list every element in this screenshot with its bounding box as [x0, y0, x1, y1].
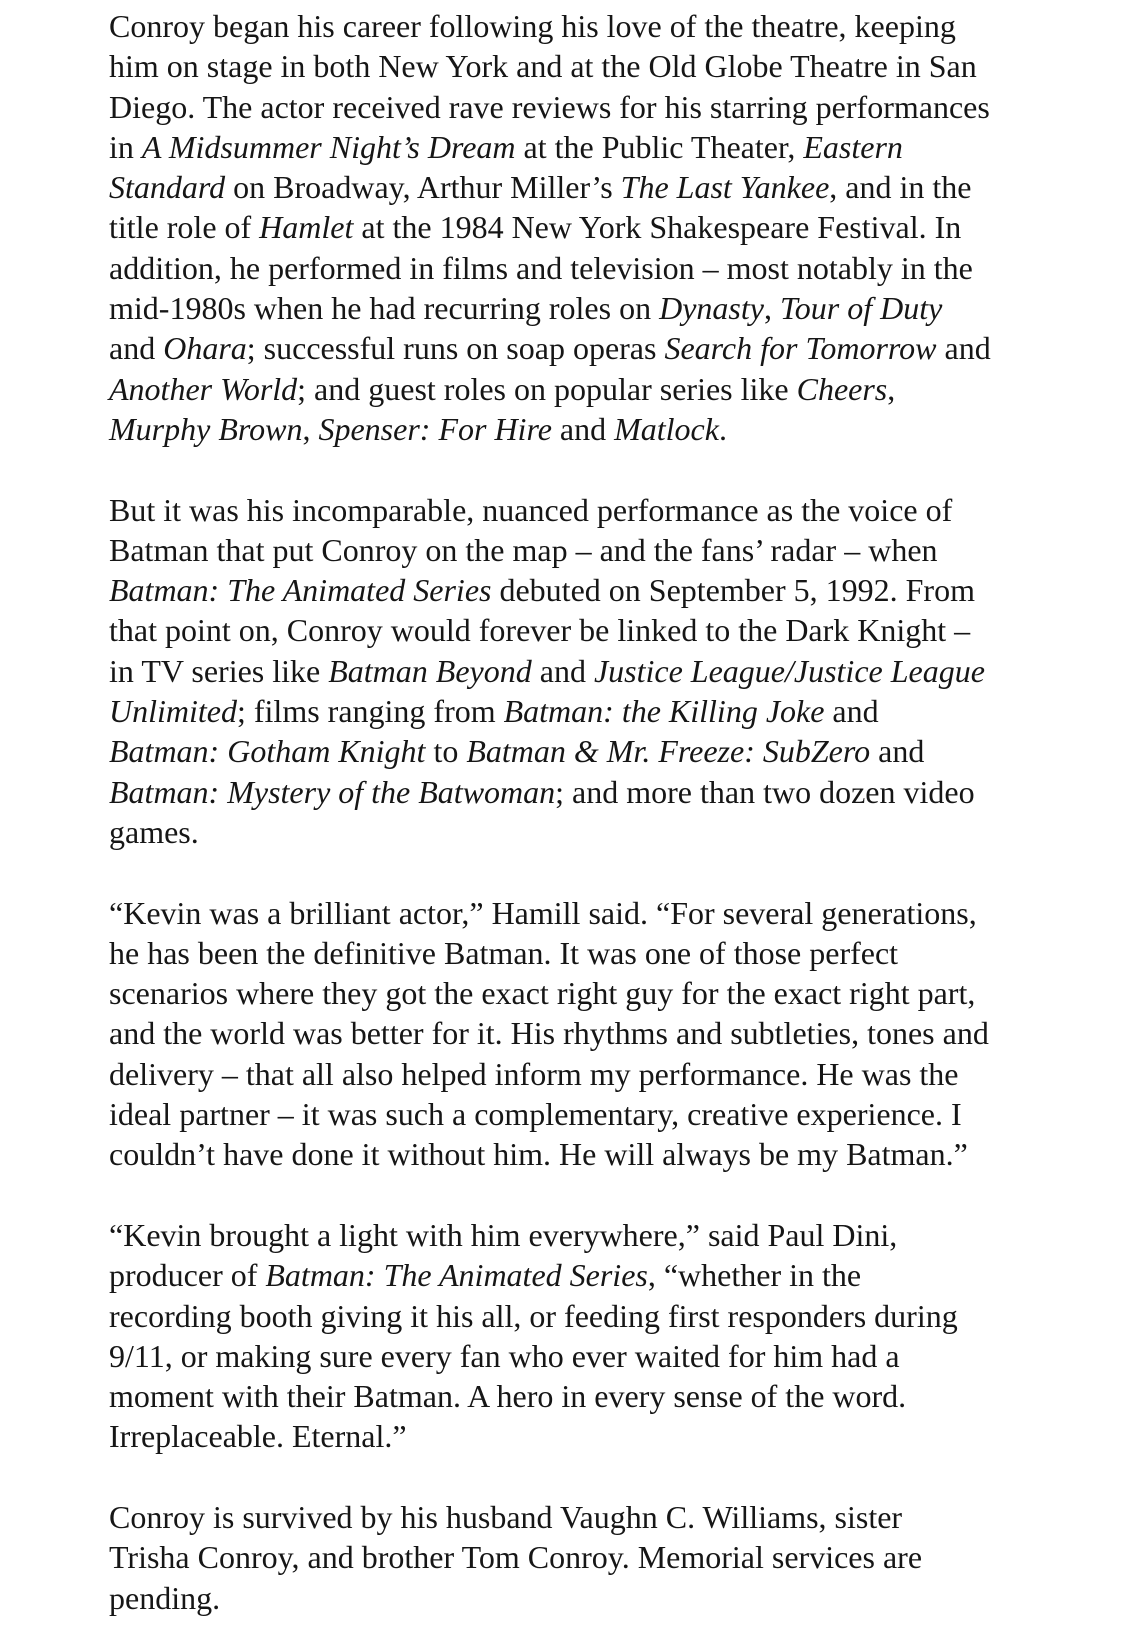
- italic-title: Batman: the Killing Joke: [503, 693, 825, 730]
- text-line: [109, 1376, 1084, 1416]
- text-run: producer of: [109, 1257, 266, 1294]
- text-run: couldn’t have done it without him. He will always be my Batman.”: [109, 1136, 968, 1173]
- text-run: games.: [109, 813, 199, 850]
- italic-title: Ohara: [163, 330, 247, 367]
- italic-title: A Midsummer Night’s Dream: [141, 128, 516, 165]
- text-run: ; successful runs on soap operas: [246, 330, 665, 367]
- text-line: [109, 1497, 1084, 1537]
- text-run: mid-1980s when he had recurring roles on: [109, 290, 660, 327]
- italic-title: Spenser: For Hire: [318, 410, 552, 447]
- text-run: and: [936, 330, 991, 367]
- text-run: ; and guest roles on popular series like: [297, 370, 797, 407]
- text-line: [109, 812, 1084, 852]
- text-line: [109, 1094, 1084, 1134]
- text-line: [109, 1537, 1084, 1577]
- text-line: [109, 1054, 1084, 1094]
- text-run: Trisha Conroy, and brother Tom Conroy. Memorial services are: [109, 1539, 923, 1576]
- article-body: [109, 6, 1084, 1618]
- italic-title: Dynasty: [659, 290, 764, 327]
- text-line: [109, 1416, 1084, 1456]
- text-line: [109, 731, 1084, 771]
- italic-title: Eastern: [803, 128, 903, 165]
- italic-title: Search for Tomorrow: [664, 330, 937, 367]
- italic-title: Batman: Mystery of the Batwoman: [109, 773, 556, 810]
- italic-title: Standard: [109, 169, 226, 206]
- text-line: [109, 87, 1084, 127]
- italic-title: Justice League/Justice League: [593, 652, 985, 689]
- text-line: [109, 1578, 1084, 1618]
- text-run: and: [551, 410, 615, 447]
- text-run: “Kevin was a brilliant actor,” Hamill said. “For several generations,: [109, 894, 977, 931]
- text-run: ,: [763, 290, 780, 327]
- text-run: scenarios where they got the exact right guy for the exact right part,: [109, 975, 976, 1012]
- paragraph: [109, 893, 1084, 1175]
- text-line: [109, 490, 1084, 530]
- text-line: [109, 610, 1084, 650]
- italic-title: Batman: Gotham Knight: [109, 733, 426, 770]
- text-line: [109, 570, 1084, 610]
- text-run: .: [718, 410, 727, 447]
- text-run: in TV series like: [109, 652, 329, 689]
- text-line: [109, 248, 1084, 288]
- italic-title: The Last Yankee: [620, 169, 830, 206]
- text-line: [109, 651, 1084, 691]
- text-run: and the world was better for it. His rhythms and subtleties, tones and: [109, 1015, 989, 1052]
- text-line: [109, 1336, 1084, 1376]
- italic-title: Matlock: [614, 410, 719, 447]
- text-line: [109, 772, 1084, 812]
- text-run: , and in the: [829, 169, 972, 206]
- italic-title: Murphy Brown: [109, 410, 303, 447]
- text-run: Conroy began his career following his love of the theatre, keeping: [109, 8, 956, 44]
- italic-title: Batman: The Animated Series: [109, 572, 492, 609]
- text-line: [109, 933, 1084, 973]
- text-run: Irreplaceable. Eternal.”: [109, 1418, 407, 1455]
- text-run: debuted on September 5, 1992. From: [491, 572, 975, 609]
- text-run: , “whether in the: [647, 1257, 862, 1294]
- text-run: ; and more than two dozen video: [555, 773, 975, 810]
- text-line: [109, 893, 1084, 933]
- italic-title: Cheers: [796, 370, 888, 407]
- text-run: he has been the definitive Batman. It was one of those perfect: [109, 934, 899, 971]
- text-line: [109, 530, 1084, 570]
- text-run: Conroy is survived by his husband Vaughn C. Williams, sister: [109, 1498, 903, 1535]
- text-run: and: [870, 733, 925, 770]
- text-line: [109, 369, 1084, 409]
- text-run: and: [109, 330, 164, 367]
- italic-title: Batman: The Animated Series: [265, 1257, 648, 1294]
- italic-title: Batman & Mr. Freeze: SubZero: [466, 733, 871, 770]
- text-line: [109, 409, 1084, 449]
- text-run: at the 1984 New York Shakespeare Festival. In: [353, 209, 962, 246]
- paragraph: [109, 490, 1084, 853]
- text-line: [109, 46, 1084, 86]
- paragraph: [109, 1215, 1084, 1457]
- text-run: 9/11, or making sure every fan who ever waited for him had a: [109, 1337, 900, 1374]
- text-line: [109, 1134, 1084, 1174]
- text-line: [109, 1296, 1084, 1336]
- text-run: title role of: [109, 209, 260, 246]
- text-run: Batman that put Conroy on the map – and the fans’ radar – when: [109, 531, 938, 568]
- text-run: ; films ranging from: [236, 693, 504, 730]
- text-run: delivery – that all also helped inform my performance. He was the: [109, 1055, 959, 1092]
- text-run: addition, he performed in films and television – most notably in the: [109, 249, 973, 286]
- text-line: [109, 167, 1084, 207]
- text-run: ,: [887, 370, 896, 407]
- text-line: [109, 1013, 1084, 1053]
- text-line: [109, 973, 1084, 1013]
- text-run: him on stage in both New York and at the Old Globe Theatre in San: [109, 48, 977, 85]
- italic-title: Batman Beyond: [328, 652, 532, 689]
- text-run: Diego. The actor received rave reviews for his starring performances: [109, 88, 990, 125]
- text-run: moment with their Batman. A hero in every sense of the word.: [109, 1378, 907, 1415]
- text-run: to: [425, 733, 467, 770]
- italic-title: Hamlet: [259, 209, 354, 246]
- paragraph: [109, 1497, 1084, 1618]
- italic-title: Another World: [109, 370, 298, 407]
- text-run: and: [531, 652, 594, 689]
- paragraph: [109, 6, 1084, 449]
- italic-title: Unlimited: [109, 693, 237, 730]
- text-line: [109, 691, 1084, 731]
- text-run: at the Public Theater,: [515, 128, 804, 165]
- text-line: [109, 207, 1084, 247]
- text-run: and: [824, 693, 879, 730]
- text-line: [109, 6, 1084, 46]
- text-run: But it was his incomparable, nuanced performance as the voice of: [109, 491, 953, 528]
- text-run: pending.: [109, 1579, 221, 1616]
- text-line: [109, 328, 1084, 368]
- text-run: recording booth giving it his all, or feeding first responders during: [109, 1297, 958, 1334]
- text-run: “Kevin brought a light with him everywhere,” said Paul Dini,: [109, 1216, 898, 1253]
- text-run: on Broadway, Arthur Miller’s: [225, 169, 621, 206]
- text-line: [109, 288, 1084, 328]
- text-line: [109, 127, 1084, 167]
- text-line: [109, 1255, 1084, 1295]
- italic-title: Tour of Duty: [779, 290, 943, 327]
- text-run: that point on, Conroy would forever be linked to the Dark Knight –: [109, 612, 971, 649]
- text-line: [109, 1215, 1084, 1255]
- text-run: ,: [302, 410, 319, 447]
- text-run: ideal partner – it was such a complementary, creative experience. I: [109, 1096, 962, 1133]
- text-run: in: [109, 128, 142, 165]
